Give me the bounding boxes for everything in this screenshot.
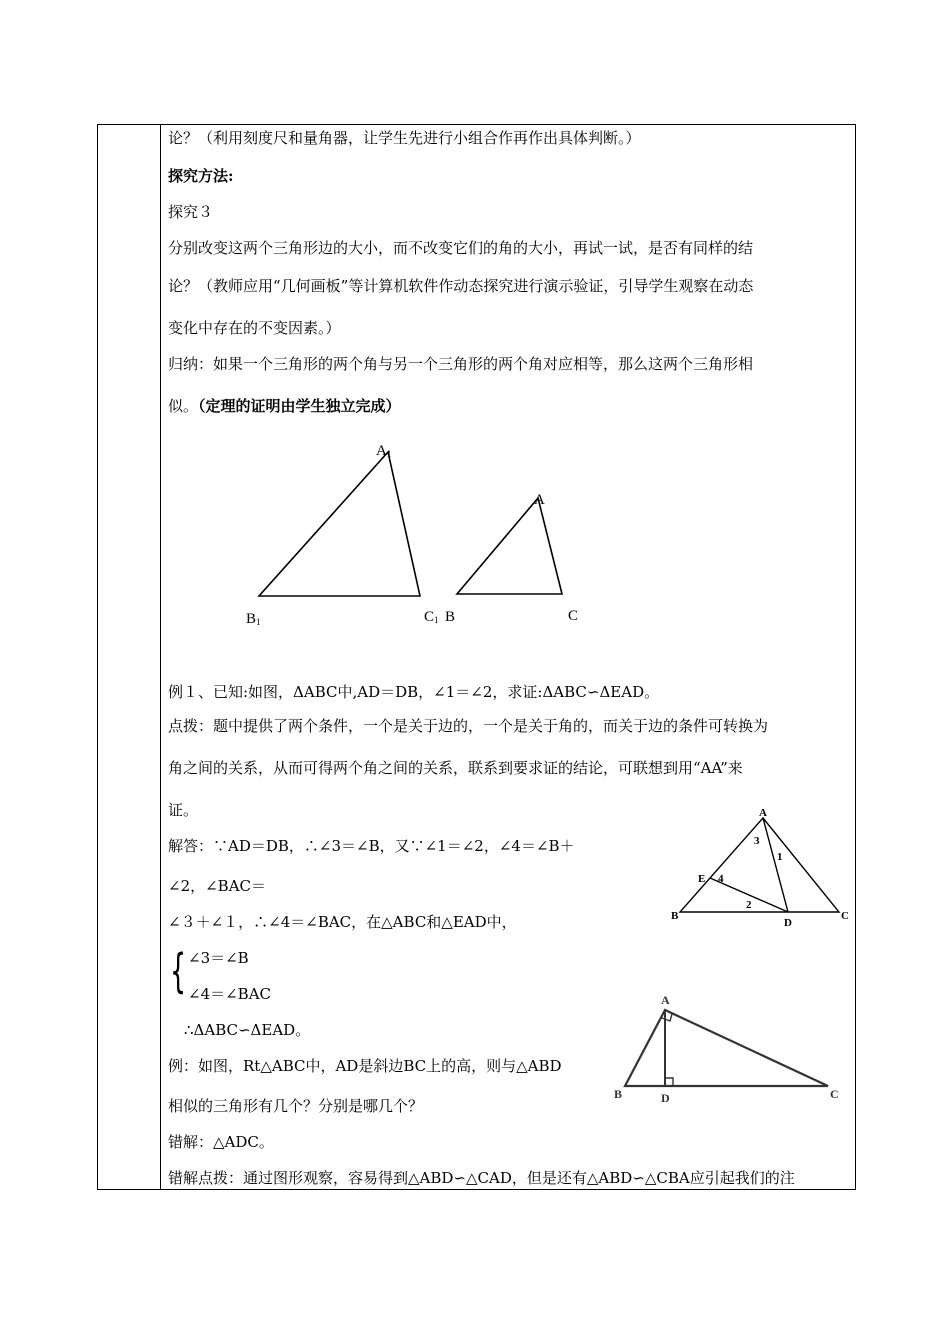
solution-line: 解答：∵AD＝DB，∴∠3＝∠B，又∵∠1＝∠2，∠4＝∠B＋ <box>168 837 575 855</box>
wrong-answer: 错解：△ADC。 <box>168 1133 274 1151</box>
vertex-label: D <box>661 1091 670 1105</box>
vertex-label: A <box>661 993 670 1007</box>
text-line: 归纳：如果一个三角形的两个角与另一个三角形的两个角对应相等，那么这两个三角形相 <box>168 355 754 373</box>
triangle-outline <box>625 1010 828 1086</box>
vertex-label: B <box>445 609 456 625</box>
system-line: ∠3＝∠B <box>188 949 249 967</box>
solution-line: ∠３＋∠１，∴∠4＝∠BAC，在△ABC和△EAD中， <box>168 913 517 931</box>
triangle-abc <box>457 498 562 594</box>
vertex-label: B <box>614 1087 623 1101</box>
triangle-abc-ead-figure <box>668 806 854 930</box>
hint-line: 角之间的关系，从而可得两个角之间的关系，联系到要求证的结论，可联想到用“AA”来 <box>168 759 743 777</box>
hint-line: 证。 <box>168 801 199 819</box>
vertex-label: D <box>784 917 792 929</box>
segment-ad <box>763 818 788 912</box>
text-line: 分别改变这两个三角形边的大小，而不改变它们的角的大小，再试一试，是否有同样的结 <box>168 239 754 257</box>
triangle-a1b1c1 <box>259 452 420 596</box>
angle-label: 1 <box>777 851 783 863</box>
hint-line: 点拨：题中提供了两个条件，一个是关于边的，一个是关于角的，而关于边的条件可转换为 <box>168 717 769 735</box>
right-triangle-altitude-figure <box>610 990 850 1110</box>
column-divider <box>160 124 161 1190</box>
solution-line: ∠2，∠BAC＝ <box>168 877 267 895</box>
vertex-label: A <box>534 492 545 508</box>
vertex-label: C <box>841 910 849 922</box>
example-2: 例：如图，Rt△ABC中，AD是斜边BC上的高，则与△ABD <box>168 1057 562 1075</box>
vertex-label: B <box>671 910 679 922</box>
similar-triangles-figure <box>230 430 610 640</box>
example-2-cont: 相似的三角形有几个？分别是哪几个？ <box>168 1097 424 1115</box>
conclusion-line: ∴ΔABC∽ΔEAD。 <box>184 1021 311 1039</box>
angle-label: 4 <box>718 873 724 885</box>
text-line: 探究３ <box>168 203 214 221</box>
text-span: 似。 <box>168 397 199 415</box>
angle-label: 3 <box>754 835 760 847</box>
section-heading: 探究方法: <box>168 167 234 185</box>
vertex-label: A1 <box>376 443 392 459</box>
vertex-label: C <box>568 608 579 624</box>
triangle-outline <box>680 818 839 912</box>
vertex-label: C1 <box>424 609 439 625</box>
wrong-hint: 错解点拨：通过图形观察，容易得到△ABD∽△CAD，但是还有△ABD∽△CBA应引起我们的注 <box>168 1169 795 1187</box>
right-angle-mark <box>665 1078 673 1086</box>
text-line: 论？（利用刻度尺和量角器，让学生先进行小组合作再作出具体判断。） <box>168 129 641 147</box>
bold-note: （定理的证明由学生独立完成） <box>198 397 401 415</box>
text-line: 变化中存在的不变因素。） <box>168 319 341 337</box>
vertex-label: A <box>759 807 767 819</box>
vertex-label: C <box>830 1087 839 1101</box>
text-line <box>168 396 401 416</box>
vertex-label: E <box>698 873 706 885</box>
vertex-label: B1 <box>246 611 261 627</box>
angle-label: 2 <box>746 899 752 911</box>
system-line: ∠4＝∠BAC <box>188 985 272 1003</box>
system-brace: { <box>170 944 187 998</box>
example-1: 例１、已知:如图，ΔABC中,AD＝DB，∠1＝∠2，求证:ΔABC∽ΔEAD。 <box>168 683 660 701</box>
text-line: 论？（教师应用“几何画板”等计算机软件作动态探究进行演示验证，引导学生观察在动态 <box>168 277 754 295</box>
